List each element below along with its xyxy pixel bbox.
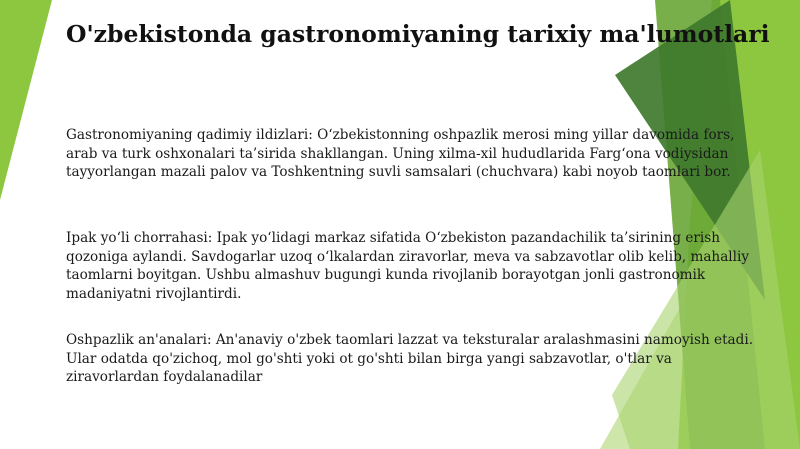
paragraph-culinary-traditions: Oshpazlik an'analari: An'anaviy o'zbek taomlari lazzat va teksturalar aralashmasini namoyish etadi. Ular odatda qo'zichoq, mol go'shti yoki ot go'shti bilan birga yangi sabzavotlar, o'tlar va ziravorlardan foydalanadilar [66,332,754,386]
slide-title: O'zbekistonda gastronomiyaning tarixiy ma'lumotlari [66,20,770,48]
paragraph-silk-road: Ipak yo‘li chorrahasi: Ipak yo‘lidagi markaz sifatida O‘zbekiston pazandachilik ta’sirining erish qozoniga aylandi. Savdogarlar uzoq o‘lkalardan ziravorlar, meva va sabzavotlar olib kelib, mahalliy taomlarni boyitgan. Ushbu almashuv bugungi kunda rivojlanib borayotgan jonli gastronomik madaniyatni rivojlantirdi. [66,230,750,302]
paragraph-ancient-roots: Gastronomiyaning qadimiy ildizlari: O‘zbekistonning oshpazlik merosi ming yillar davomida fors, arab va turk oshxonalari ta’sirida shakllangan. Uning xilma-xil hududlarida Farg‘ona vodiysidan tayyorlangan mazali palov va Toshkentning suvli samsalari (chuchvara) kabi noyob taomlari bor. [66,127,735,181]
left-green-shape [0,0,52,200]
